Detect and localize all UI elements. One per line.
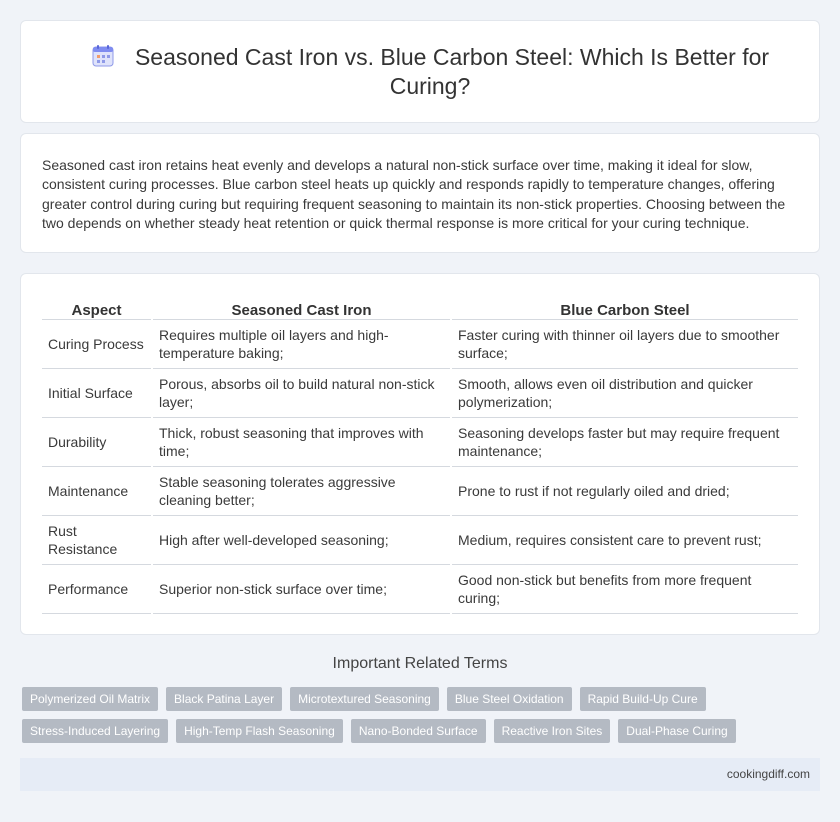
carbon-steel-cell: Smooth, allows even oil distribution and quicker polymerization; [451,368,798,417]
cast-iron-cell: High after well-developed seasoning; [152,515,451,564]
related-term-tag[interactable]: Blue Steel Oxidation [447,687,572,711]
cast-iron-cell: Stable seasoning tolerates aggressive cleaning better; [152,466,451,515]
header-cast-iron: Seasoned Cast Iron [152,296,451,319]
related-term-tag[interactable]: Black Patina Layer [166,687,282,711]
carbon-steel-cell: Medium, requires consistent care to prevent rust; [451,515,798,564]
table-row [42,368,798,417]
aspect-cell: Performance [42,564,152,613]
aspect-cell: Maintenance [42,466,152,515]
table-row [42,417,798,466]
cast-iron-cell: Superior non-stick surface over time; [152,564,451,613]
comparison-table [42,296,798,614]
related-term-tag[interactable]: Nano-Bonded Surface [351,719,486,743]
footer-site-link[interactable]: cookingdiff.com [726,767,810,781]
aspect-cell: Rust Resistance [42,515,152,564]
header-aspect: Aspect [42,296,152,319]
table-row [42,564,798,613]
carbon-steel-cell: Prone to rust if not regularly oiled and dried; [451,466,798,515]
header-carbon-steel: Blue Carbon Steel [451,296,798,319]
carbon-steel-cell: Seasoning develops faster but may require frequent maintenance; [451,417,798,466]
cast-iron-cell: Thick, robust seasoning that improves with time; [152,417,451,466]
carbon-steel-cell: Good non-stick but benefits from more frequent curing; [451,564,798,613]
aspect-cell: Durability [42,417,152,466]
tag-row [22,719,822,743]
related-term-tag[interactable]: Reactive Iron Sites [494,719,611,743]
related-term-tag[interactable]: Dual-Phase Curing [618,719,735,743]
related-terms-title: Important Related Terms [332,655,508,672]
table-header-row [42,296,798,319]
footer [20,758,820,791]
intro-card [20,133,820,253]
related-term-tag[interactable]: Stress-Induced Layering [22,719,168,743]
cast-iron-cell: Porous, absorbs oil to build natural non-stick layer; [152,368,451,417]
carbon-steel-cell: Faster curing with thinner oil layers due to smoother surface; [451,319,798,368]
related-term-tag[interactable]: High-Temp Flash Seasoning [176,719,343,743]
title-wrap [71,43,789,101]
cast-iron-cell: Requires multiple oil layers and high-temperature baking; [152,319,451,368]
table-row [42,319,798,368]
page-title: Seasoned Cast Iron vs. Blue Carbon Steel: Which Is Better for Curing? [134,44,770,99]
aspect-cell: Initial Surface [42,368,152,417]
related-terms-tags [22,687,822,751]
calendar-icon [91,44,115,68]
related-term-tag[interactable]: Microtextured Seasoning [290,687,439,711]
title-card [20,20,820,123]
related-term-tag[interactable]: Polymerized Oil Matrix [22,687,158,711]
aspect-cell: Curing Process [42,319,152,368]
table-row [42,515,798,564]
intro-paragraph: Seasoned cast iron retains heat evenly and develops a natural non-stick surface over time, making it ideal for slow, consistent curing processes. Blue carbon steel heats up quickly and responds rapidly to temperature changes, offering greater control during curing but requiring frequent seasoning to maintain its non-stick properties. Choosing between the two depends on whether steady heat retention or quick thermal response is more critical for your curing technique. [42,157,786,232]
table-row [42,466,798,515]
related-term-tag[interactable]: Rapid Build-Up Cure [580,687,706,711]
tag-row [22,687,822,711]
comparison-card [20,273,820,635]
